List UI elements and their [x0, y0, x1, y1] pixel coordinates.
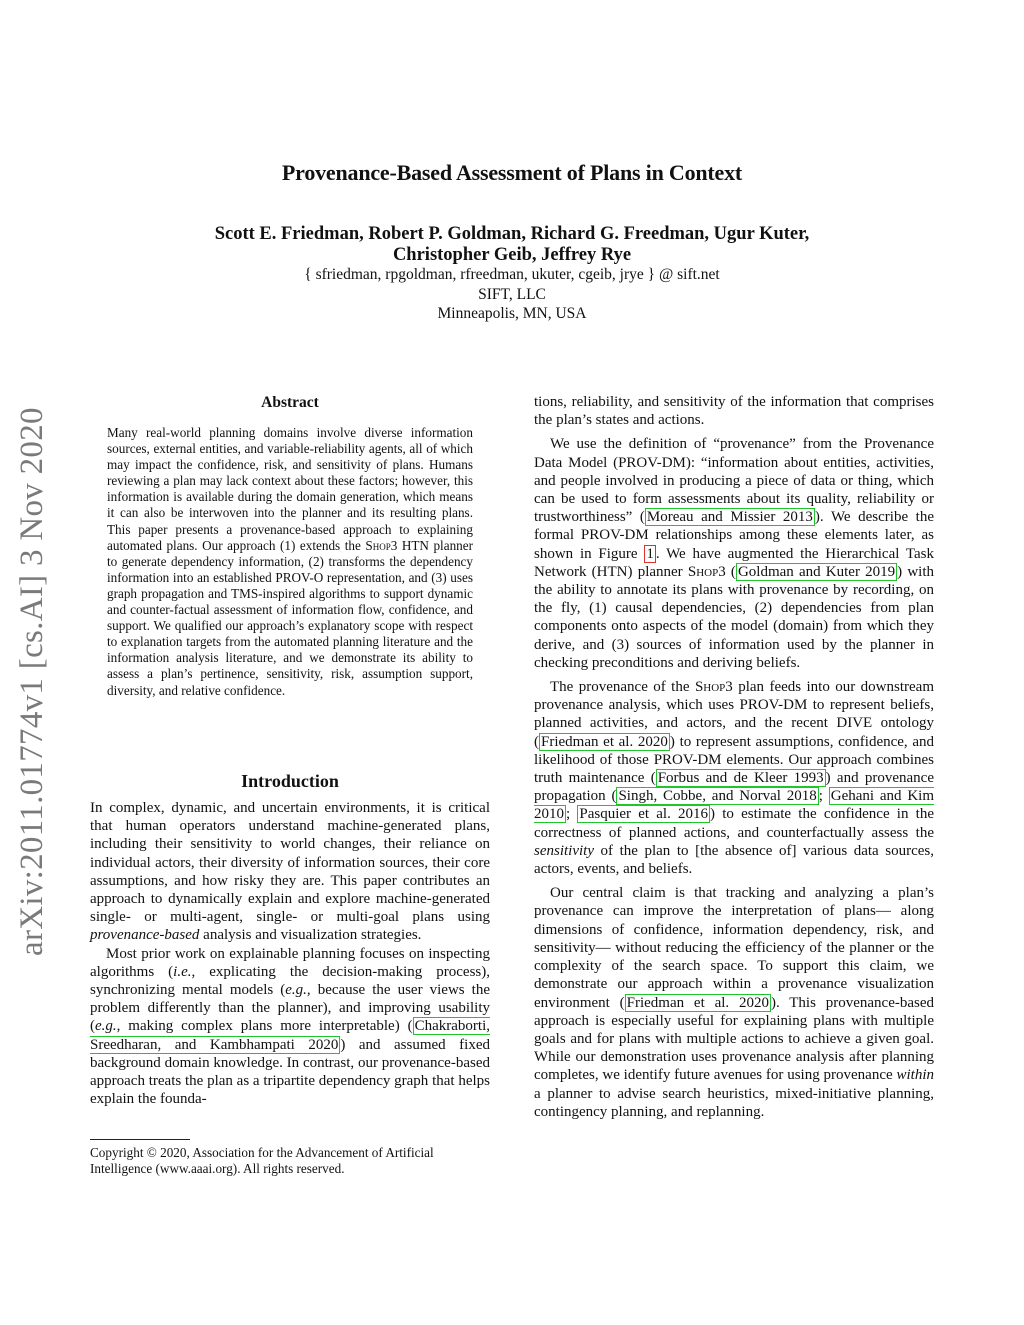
text-run: . We have augmented the Hierarchical Task Network (HTN) planner	[534, 545, 935, 580]
text-run: plan feeds into our downstream provenance analysis, which uses PROV-DM to represent beliefs, planned activities, and actors, and the recent DIVE ontology (	[534, 679, 934, 750]
text-run: Most prior work on explainable planning focuses on inspecting algorithms (	[90, 945, 490, 980]
text-run: ) to represent assumptions, confidence, and likelihood of those PROV-DM elements. Our approach combines truth maintenance (	[534, 733, 935, 787]
text-run: ). This provenance-based approach is especially useful for explaining plans with multiple goals and for plans with multiple actions to achieve a given goal. While our demonstration uses provenance analysis after planning completes, we identify future avenues for using provenance	[534, 994, 934, 1084]
right-paragraph-3	[534, 884, 934, 1121]
affiliation-block	[0, 265, 1024, 324]
text-run: , explicating the decision-making process), synchronizing mental models (	[90, 963, 490, 999]
abstract-text-part: HTN planner to generate dependency information, (2) transforms the dependency information into an established PROV-O representation, and (3) uses graph propagation and TMS-inspired algorithms to support dynamic and counter-factual assessment of information flow, confidence, and support. We qualified our approach’s explanatory scope with respect to explanation targets from the automated planning literature and the information analysis literature, and we demonstrate its ability to assess a plan’s pertinence, sensitivity, risk, assumption support, diversity, and relative confidence.	[107, 537, 473, 698]
text-run: ;	[818, 788, 829, 805]
footnote-divider	[90, 1139, 190, 1140]
abstract-text-part: Many real-world planning domains involve diverse information sources, external entities, and variable-reliability agents, all of which may impact the confidence, risk, and sensitivity of plans. Humans reviewing a plan may lack context about these factors; however, this information is available during the domain generation, which means it can also be interwoven into the planner and its resulting plans. This paper presents a provenance-based approach to explaining automated plans. Our approach (1) extends the	[107, 425, 473, 553]
location: Minneapolis, MN, USA	[437, 305, 587, 322]
citation-link[interactable]: Moreau and Missier 2013	[646, 509, 813, 526]
shop3-name: Shop3	[694, 679, 733, 696]
emphasis: e.g.	[95, 1018, 117, 1035]
citation-link[interactable]: Friedman et al. 2020	[626, 994, 769, 1011]
abstract-text	[107, 425, 473, 699]
text-run: (	[725, 563, 736, 580]
paper-title: Provenance-Based Assessment of Plans in Context	[281, 160, 743, 185]
emphasis: within	[896, 1067, 934, 1084]
emphasis: i.e.	[173, 963, 192, 980]
emphasis: sensitivity	[534, 842, 594, 859]
organization: SIFT, LLC	[478, 285, 546, 303]
author-emails: { sfriedman, rpgoldman, rfreedman, ukuter, cgeib, jrye } @ sift.net	[304, 266, 720, 283]
authors-line-1: Scott E. Friedman, Robert P. Goldman, Richard G. Freedman, Ugur Kuter,	[214, 224, 810, 244]
copyright-footnote: Copyright © 2020, Association for the Advancement of Artificial Intelligence (www.aaai.org). All rights reserved.	[90, 1145, 434, 1176]
emphasis: provenance-based	[90, 927, 200, 944]
introduction-heading: Introduction	[241, 771, 339, 791]
intro-paragraph-1	[90, 799, 490, 945]
shop3-name: Shop3	[365, 537, 398, 553]
citation-link[interactable]: Forbus and de Kleer 1993	[657, 770, 824, 787]
citation-link[interactable]: Singh, Cobbe, and Norval 2018	[618, 788, 817, 805]
text-run: ). We describe the formal PROV-DM relationships among these elements later, as shown in Figure	[534, 509, 934, 562]
authors-line-2: Christopher Geib, Jeffrey Rye	[392, 245, 632, 265]
right-paragraph-2	[534, 678, 934, 878]
text-run: ;	[566, 806, 578, 823]
right-paragraph-0: tions, reliability, and sensitivity of the information that comprises the plan’s states and actions.	[534, 394, 934, 429]
right-column-body	[534, 393, 934, 1121]
text-run: ) and assumed fixed background domain knowledge. In contrast, our provenance-based approach treats the plan as a tripartite dependency graph that helps explain the founda-	[90, 1036, 490, 1108]
text-run: ) to estimate the confidence in the correctness of planned actions, and counterfactually assess the	[534, 806, 935, 841]
citation-link[interactable]: Gehani and Kim 2010	[534, 788, 935, 823]
text-run: , making complex plans more interpretable) (	[116, 1018, 413, 1035]
text-run: The provenance of the	[550, 679, 695, 696]
figure-reference-link[interactable]: 1	[646, 545, 654, 562]
left-column-body	[90, 799, 490, 1108]
citation-link[interactable]: Goldman and Kuter 2019	[737, 563, 896, 580]
emphasis: e.g.	[285, 982, 307, 999]
text-run: In complex, dynamic, and uncertain environments, it is critical that human operators understand machine-generated plans, including their sensitivity to world changes, their reliance on individual actors, their diversity of information sources, their core assumptions, and how risky they are. This paper contributes an approach to dynamically explain and explore machine-generated single- or multi-agent, single- or multi-goal plans using	[90, 800, 490, 926]
intro-paragraph-2	[90, 945, 490, 1109]
author-list	[0, 224, 1024, 266]
text-run: We use the definition of “provenance” from the Provenance Data Model (PROV-DM): “information about entities, activities, and people involved in producing a piece of data or thing, which can be used to form assessments about its quality, reliability or trustworthiness” (	[534, 436, 934, 526]
text-run: Our central claim is that tracking and analyzing a plan’s provenance can improve the interpretation of plans— along dimensions of confidence, information dependency, risk, and sensitivity— without reducing the efficiency of the planner or the complexity of the search space. To support this claim, we demonstrate our approach within a provenance visualization environment (	[534, 885, 934, 1011]
text-run: a planner to advise search heuristics, mixed-initiative planning, contingency planning, and replanning.	[534, 1085, 934, 1120]
text-run: ) and provenance propagation (	[534, 770, 934, 805]
text-run: analysis and visualization strategies.	[199, 927, 422, 944]
citation-link[interactable]: Pasquier et al. 2016	[579, 806, 709, 823]
shop3-name: Shop3	[687, 563, 726, 580]
text-run: of the plan to [the absence of] various data sources, actors, events, and beliefs.	[534, 842, 934, 878]
arxiv-stamp: arXiv:2011.01774v1 [cs.AI] 3 Nov 2020	[14, 407, 50, 956]
abstract-heading: Abstract	[261, 394, 319, 411]
text-run: ) with the ability to annotate its plans with provenance by recording, on the fly, (1) causal dependencies, (2) dependencies from plan components onto aspects of the model (domain) from which they derive, and (3) sources of information used by the planner in checking preconditions and deriving beliefs.	[534, 563, 935, 671]
citation-link[interactable]: Friedman et al. 2020	[541, 733, 668, 750]
text-run: , because the user views the problem differently than the planner), and improving usability (	[90, 982, 490, 1035]
right-paragraph-1	[534, 435, 934, 672]
citation-link[interactable]: Chakraborti, Sreedharan, and Kambhampati 2020	[90, 1018, 490, 1053]
